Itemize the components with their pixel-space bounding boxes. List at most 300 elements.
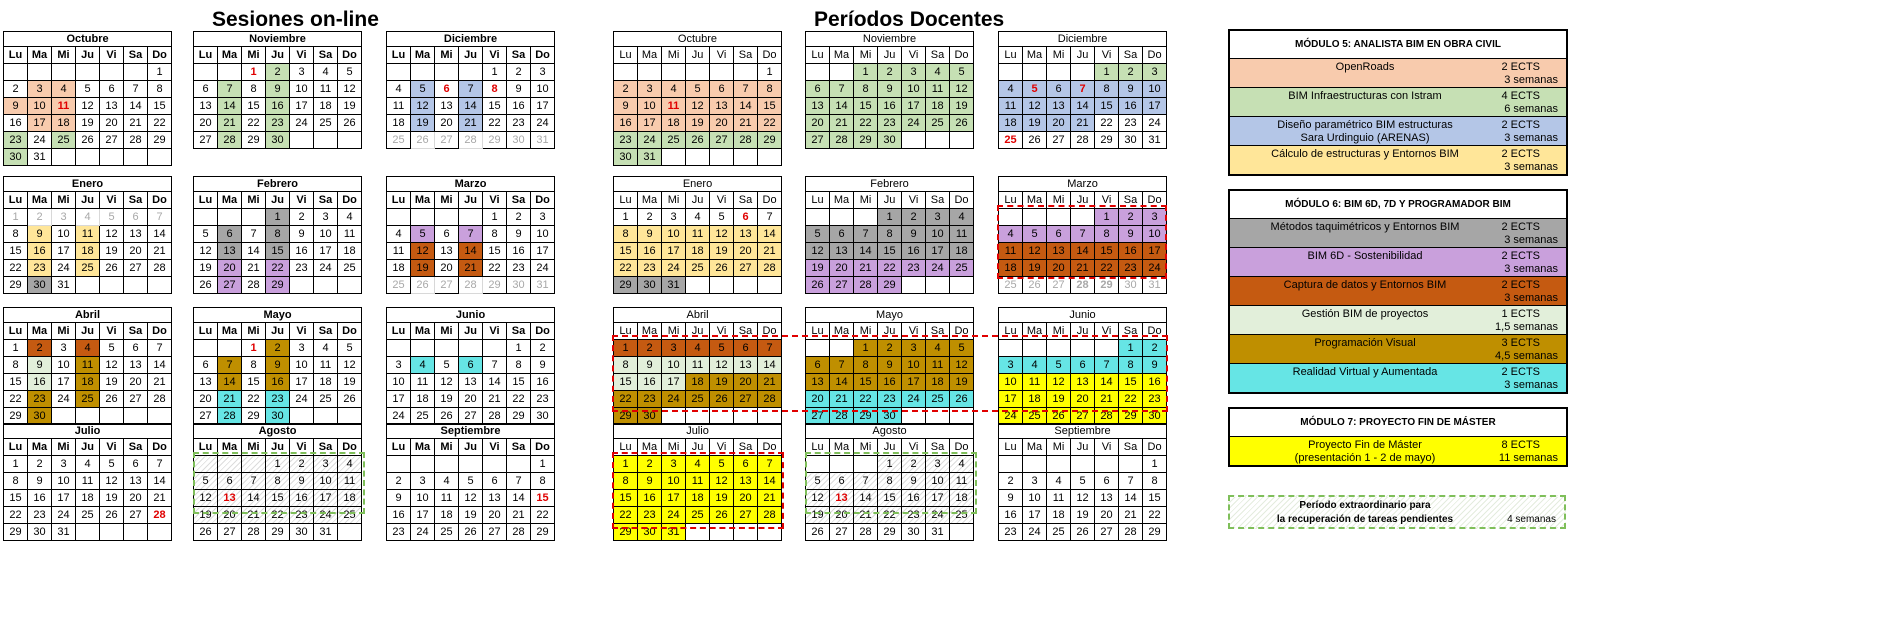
day-cell <box>999 64 1023 81</box>
day-cell <box>1023 64 1047 81</box>
month-header: Octubre <box>4 32 172 47</box>
day-cell <box>338 132 362 149</box>
day-cell: 9 <box>638 357 662 374</box>
day-cell: 6 <box>218 473 242 490</box>
day-cell: 2 <box>290 456 314 473</box>
day-cell: 7 <box>758 456 782 473</box>
day-cell: 11 <box>314 81 338 98</box>
day-cell: 25 <box>950 507 974 524</box>
day-cell: 15 <box>507 374 531 391</box>
day-cell: 1 <box>878 209 902 226</box>
day-cell <box>483 456 507 473</box>
weekday-header: Vi <box>1095 323 1119 340</box>
weekday-header: Vi <box>100 47 124 64</box>
day-cell: 10 <box>290 357 314 374</box>
month-header: Julio <box>614 424 782 439</box>
day-cell: 13 <box>218 243 242 260</box>
day-cell: 4 <box>686 340 710 357</box>
day-cell: 31 <box>314 524 338 541</box>
day-cell: 16 <box>28 243 52 260</box>
day-cell: 21 <box>758 243 782 260</box>
weekday-header: Vi <box>100 192 124 209</box>
day-cell: 9 <box>507 226 531 243</box>
day-cell: 8 <box>1095 226 1119 243</box>
calendar-abril <box>613 307 782 425</box>
day-cell <box>686 149 710 166</box>
day-cell: 22 <box>878 507 902 524</box>
day-cell: 18 <box>76 243 100 260</box>
day-cell: 23 <box>902 260 926 277</box>
day-cell: 5 <box>194 226 218 243</box>
day-cell: 3 <box>926 209 950 226</box>
course-name <box>1230 439 1500 465</box>
weekday-header: Vi <box>902 323 926 340</box>
day-cell: 19 <box>710 374 734 391</box>
day-cell: 31 <box>1143 132 1167 149</box>
day-cell: 18 <box>435 507 459 524</box>
weekday-header: Lu <box>387 192 411 209</box>
day-cell: 22 <box>242 391 266 408</box>
day-cell: 26 <box>459 524 483 541</box>
day-cell: 4 <box>314 64 338 81</box>
day-cell: 13 <box>124 357 148 374</box>
weekday-header: Ju <box>1071 192 1095 209</box>
day-cell <box>76 408 100 425</box>
day-cell: 16 <box>614 115 638 132</box>
day-cell: 4 <box>338 456 362 473</box>
title-online: Sesiones on-line <box>212 8 379 31</box>
day-cell: 29 <box>242 408 266 425</box>
day-cell: 15 <box>614 490 638 507</box>
day-cell: 21 <box>148 374 172 391</box>
day-cell: 3 <box>1023 473 1047 490</box>
day-cell: 25 <box>338 260 362 277</box>
day-cell: 9 <box>4 98 28 115</box>
module-course-row <box>1230 306 1566 335</box>
day-cell: 26 <box>710 507 734 524</box>
weekday-header: Ju <box>76 47 100 64</box>
day-cell: 21 <box>148 243 172 260</box>
day-cell: 18 <box>686 243 710 260</box>
day-cell: 15 <box>4 374 28 391</box>
day-cell: 23 <box>878 115 902 132</box>
day-cell: 10 <box>638 98 662 115</box>
day-cell: 24 <box>1023 524 1047 541</box>
day-cell: 12 <box>459 490 483 507</box>
month-header: Enero <box>4 177 172 192</box>
day-cell: 25 <box>387 277 411 294</box>
day-cell: 19 <box>806 507 830 524</box>
day-cell: 11 <box>314 357 338 374</box>
day-cell: 7 <box>1071 226 1095 243</box>
day-cell: 20 <box>435 115 459 132</box>
course-ects: 1 ECTS <box>1501 308 1540 320</box>
weekday-header: Do <box>758 192 782 209</box>
day-cell: 1 <box>4 209 28 226</box>
day-cell: 11 <box>950 473 974 490</box>
day-cell: 5 <box>459 473 483 490</box>
day-cell: 13 <box>194 374 218 391</box>
day-cell <box>926 277 950 294</box>
day-cell: 30 <box>290 524 314 541</box>
weekday-header: Ju <box>266 323 290 340</box>
day-cell: 20 <box>1047 115 1071 132</box>
day-cell: 19 <box>435 391 459 408</box>
day-cell: 29 <box>1095 132 1119 149</box>
day-cell: 11 <box>338 473 362 490</box>
day-cell: 22 <box>4 260 28 277</box>
day-cell: 15 <box>266 243 290 260</box>
module-course-row <box>1230 248 1566 277</box>
day-cell: 24 <box>638 132 662 149</box>
day-cell: 12 <box>411 98 435 115</box>
month-header: Agosto <box>194 424 362 439</box>
day-cell: 9 <box>1143 357 1167 374</box>
day-cell: 5 <box>338 340 362 357</box>
day-cell: 11 <box>76 357 100 374</box>
day-cell: 13 <box>806 98 830 115</box>
day-cell: 26 <box>435 408 459 425</box>
day-cell <box>830 456 854 473</box>
day-cell: 29 <box>4 524 28 541</box>
day-cell: 1 <box>854 340 878 357</box>
day-cell: 1 <box>1143 456 1167 473</box>
day-cell: 13 <box>435 243 459 260</box>
day-cell: 3 <box>926 456 950 473</box>
calendar-junio <box>386 307 555 425</box>
day-cell: 11 <box>76 226 100 243</box>
weekday-header: Mi <box>435 47 459 64</box>
day-cell <box>710 149 734 166</box>
weekday-header: Lu <box>806 439 830 456</box>
day-cell: 16 <box>290 243 314 260</box>
day-cell: 25 <box>435 524 459 541</box>
day-cell: 11 <box>52 98 76 115</box>
day-cell <box>435 64 459 81</box>
day-cell: 1 <box>854 64 878 81</box>
weekday-header: Sa <box>507 47 531 64</box>
day-cell: 11 <box>1047 490 1071 507</box>
day-cell: 2 <box>266 340 290 357</box>
day-cell: 27 <box>483 524 507 541</box>
day-cell: 17 <box>926 490 950 507</box>
day-cell <box>686 524 710 541</box>
weekday-header: Lu <box>614 323 638 340</box>
day-cell <box>710 408 734 425</box>
day-cell: 13 <box>194 98 218 115</box>
day-cell <box>902 132 926 149</box>
day-cell: 2 <box>638 340 662 357</box>
day-cell: 18 <box>314 98 338 115</box>
weekday-header: Ju <box>76 192 100 209</box>
day-cell: 28 <box>242 277 266 294</box>
day-cell: 29 <box>266 524 290 541</box>
day-cell: 2 <box>531 340 555 357</box>
day-cell: 8 <box>266 226 290 243</box>
day-cell: 24 <box>1143 115 1167 132</box>
day-cell: 7 <box>459 226 483 243</box>
calendar-febrero <box>193 176 362 294</box>
day-cell <box>662 408 686 425</box>
day-cell: 5 <box>100 456 124 473</box>
day-cell <box>806 456 830 473</box>
calendar-mayo <box>805 307 974 425</box>
day-cell: 4 <box>338 209 362 226</box>
day-cell: 3 <box>52 340 76 357</box>
day-cell: 1 <box>148 64 172 81</box>
day-cell: 15 <box>531 490 555 507</box>
day-cell: 8 <box>878 473 902 490</box>
day-cell: 4 <box>1047 473 1071 490</box>
day-cell: 21 <box>1071 115 1095 132</box>
day-cell: 23 <box>614 132 638 149</box>
day-cell: 23 <box>266 391 290 408</box>
day-cell <box>926 408 950 425</box>
day-cell <box>435 456 459 473</box>
weekday-header: Ma <box>28 47 52 64</box>
day-cell: 29 <box>1119 408 1143 425</box>
day-cell: 10 <box>387 374 411 391</box>
day-cell <box>999 340 1023 357</box>
weekday-header: Sa <box>124 47 148 64</box>
day-cell: 3 <box>531 209 555 226</box>
day-cell: 17 <box>926 243 950 260</box>
day-cell <box>124 64 148 81</box>
day-cell <box>387 456 411 473</box>
day-cell: 12 <box>806 243 830 260</box>
weekday-header: Lu <box>194 439 218 456</box>
month-header: Agosto <box>806 424 974 439</box>
day-cell: 19 <box>338 374 362 391</box>
day-cell: 29 <box>483 132 507 149</box>
weekday-header: Ju <box>459 439 483 456</box>
day-cell: 1 <box>507 340 531 357</box>
month-header: Julio <box>4 424 172 439</box>
course-weeks: 3 semanas <box>1504 132 1558 144</box>
day-cell: 27 <box>218 524 242 541</box>
day-cell: 26 <box>1071 524 1095 541</box>
weekday-header: Do <box>148 439 172 456</box>
day-cell: 24 <box>52 507 76 524</box>
day-cell: 1 <box>4 456 28 473</box>
day-cell <box>387 209 411 226</box>
day-cell: 21 <box>218 115 242 132</box>
day-cell: 17 <box>290 98 314 115</box>
weekday-header: Do <box>1143 47 1167 64</box>
day-cell <box>902 408 926 425</box>
day-cell: 3 <box>1143 64 1167 81</box>
day-cell: 26 <box>710 260 734 277</box>
day-cell: 30 <box>878 132 902 149</box>
day-cell: 30 <box>1119 132 1143 149</box>
weekday-header: Do <box>531 47 555 64</box>
day-cell: 20 <box>483 507 507 524</box>
calendar-noviembre <box>805 31 974 149</box>
day-cell: 5 <box>411 81 435 98</box>
day-cell: 22 <box>878 260 902 277</box>
weekday-header: Mi <box>854 192 878 209</box>
day-cell: 20 <box>194 391 218 408</box>
day-cell <box>100 524 124 541</box>
weekday-header: Ju <box>459 192 483 209</box>
weekday-header: Ma <box>1023 439 1047 456</box>
day-cell: 1 <box>1119 340 1143 357</box>
day-cell: 8 <box>242 357 266 374</box>
day-cell: 25 <box>686 260 710 277</box>
day-cell: 5 <box>1023 226 1047 243</box>
weekday-header: Ju <box>686 323 710 340</box>
day-cell: 30 <box>507 277 531 294</box>
day-cell: 3 <box>531 64 555 81</box>
day-cell: 29 <box>878 277 902 294</box>
day-cell: 7 <box>507 473 531 490</box>
day-cell <box>1047 340 1071 357</box>
day-cell: 13 <box>1047 243 1071 260</box>
day-cell <box>710 64 734 81</box>
weekday-header: Vi <box>290 439 314 456</box>
day-cell: 14 <box>483 374 507 391</box>
day-cell: 8 <box>1095 81 1119 98</box>
day-cell: 26 <box>1023 132 1047 149</box>
day-cell: 28 <box>830 132 854 149</box>
day-cell: 24 <box>28 132 52 149</box>
day-cell: 30 <box>266 408 290 425</box>
day-cell <box>459 64 483 81</box>
weekday-header: Lu <box>4 323 28 340</box>
day-cell: 18 <box>338 490 362 507</box>
day-cell: 14 <box>1071 243 1095 260</box>
day-cell: 17 <box>52 490 76 507</box>
day-cell <box>902 277 926 294</box>
course-name <box>1230 337 1500 350</box>
weekday-header: Ju <box>1071 47 1095 64</box>
calendar-noviembre <box>193 31 362 149</box>
day-cell: 8 <box>614 473 638 490</box>
weekday-header: Sa <box>734 192 758 209</box>
day-cell: 30 <box>531 408 555 425</box>
weekday-header: Ma <box>411 47 435 64</box>
weekday-header: Sa <box>124 439 148 456</box>
day-cell <box>710 277 734 294</box>
day-cell: 5 <box>806 226 830 243</box>
course-name-line1: Diseño paramétrico BIM estructuras <box>1277 119 1453 131</box>
day-cell: 20 <box>830 260 854 277</box>
day-cell: 17 <box>1143 98 1167 115</box>
weekday-header: Sa <box>124 323 148 340</box>
day-cell <box>662 149 686 166</box>
day-cell: 14 <box>854 243 878 260</box>
course-name <box>1230 279 1500 292</box>
day-cell: 6 <box>830 473 854 490</box>
day-cell: 24 <box>926 507 950 524</box>
weekday-header: Ma <box>1023 323 1047 340</box>
day-cell: 27 <box>124 391 148 408</box>
day-cell: 22 <box>242 115 266 132</box>
day-cell: 19 <box>100 490 124 507</box>
day-cell: 25 <box>76 260 100 277</box>
day-cell: 4 <box>950 209 974 226</box>
day-cell: 20 <box>194 115 218 132</box>
course-weeks: 3 semanas <box>1504 292 1558 304</box>
weekday-header: Do <box>950 47 974 64</box>
day-cell: 13 <box>435 98 459 115</box>
day-cell: 9 <box>614 98 638 115</box>
day-cell <box>830 64 854 81</box>
weekday-header: Mi <box>662 192 686 209</box>
day-cell: 27 <box>734 260 758 277</box>
day-cell: 12 <box>100 473 124 490</box>
day-cell: 17 <box>52 374 76 391</box>
day-cell: 2 <box>266 64 290 81</box>
day-cell <box>194 456 218 473</box>
day-cell: 17 <box>387 391 411 408</box>
day-cell: 8 <box>614 226 638 243</box>
day-cell: 27 <box>830 524 854 541</box>
day-cell: 29 <box>854 408 878 425</box>
day-cell <box>1095 340 1119 357</box>
day-cell: 3 <box>28 81 52 98</box>
day-cell: 1 <box>1095 209 1119 226</box>
day-cell: 7 <box>1095 357 1119 374</box>
day-cell: 4 <box>686 209 710 226</box>
month-header: Abril <box>4 308 172 323</box>
weekday-header: Ma <box>411 323 435 340</box>
day-cell: 7 <box>148 340 172 357</box>
day-cell: 23 <box>290 260 314 277</box>
day-cell: 20 <box>806 391 830 408</box>
day-cell: 26 <box>100 391 124 408</box>
day-cell: 18 <box>387 115 411 132</box>
day-cell: 21 <box>830 391 854 408</box>
day-cell <box>686 64 710 81</box>
day-cell <box>314 408 338 425</box>
day-cell: 24 <box>662 507 686 524</box>
day-cell: 3 <box>290 340 314 357</box>
course-ects: 8 ECTS <box>1501 439 1540 451</box>
course-ects: 2 ECTS <box>1501 366 1540 378</box>
day-cell: 7 <box>148 209 172 226</box>
day-cell <box>124 408 148 425</box>
day-cell: 9 <box>266 357 290 374</box>
day-cell <box>830 209 854 226</box>
day-cell: 18 <box>926 374 950 391</box>
day-cell: 6 <box>124 456 148 473</box>
day-cell: 1 <box>483 209 507 226</box>
day-cell: 22 <box>4 507 28 524</box>
day-cell <box>218 209 242 226</box>
day-cell: 22 <box>614 507 638 524</box>
day-cell: 14 <box>1095 374 1119 391</box>
module-title: MÓDULO 5: ANALISTA BIM EN OBRA CIVIL <box>1230 31 1566 59</box>
day-cell: 27 <box>734 507 758 524</box>
day-cell: 11 <box>950 226 974 243</box>
weekday-header: Ma <box>638 439 662 456</box>
day-cell: 24 <box>290 115 314 132</box>
day-cell: 19 <box>950 374 974 391</box>
day-cell: 26 <box>100 260 124 277</box>
day-cell: 25 <box>52 132 76 149</box>
day-cell: 15 <box>1143 490 1167 507</box>
day-cell: 11 <box>686 473 710 490</box>
month-header: Mayo <box>806 308 974 323</box>
day-cell <box>338 524 362 541</box>
month-header: Septiembre <box>387 424 555 439</box>
module-title: MÓDULO 7: PROYECTO FIN DE MÁSTER <box>1230 409 1566 437</box>
weekday-header: Lu <box>614 439 638 456</box>
day-cell: 16 <box>878 374 902 391</box>
day-cell: 3 <box>52 209 76 226</box>
day-cell: 10 <box>902 357 926 374</box>
